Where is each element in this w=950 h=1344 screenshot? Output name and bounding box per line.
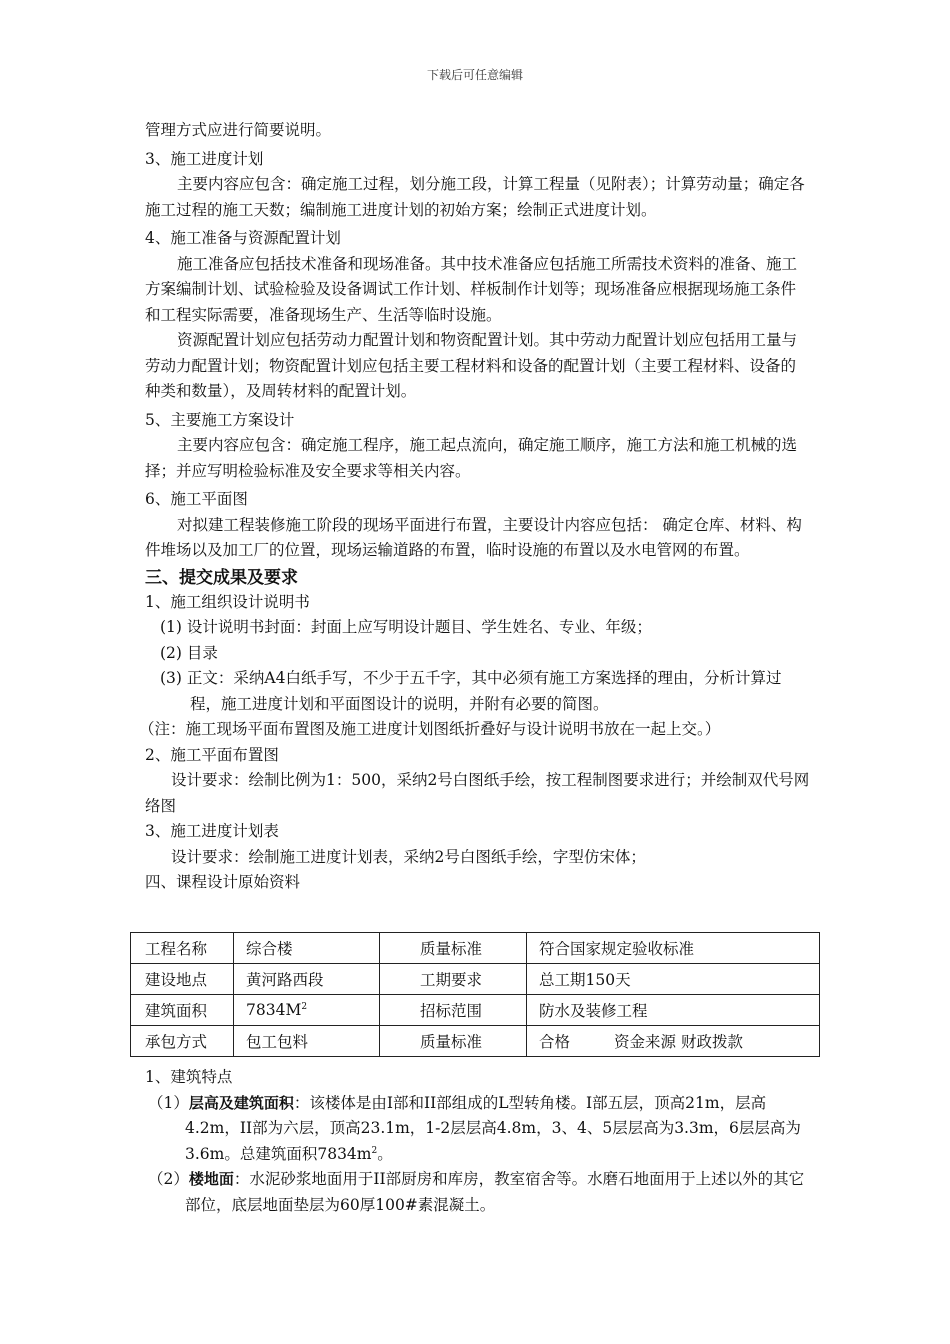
table-cell: 包工包料 — [234, 1026, 380, 1057]
table-cell — [234, 995, 380, 1026]
paragraph: 对拟建工程装修施工阶段的现场平面进行布置，主要设计内容应包括： 确定仓库、材料、构件堆场以及加工厂的位置，现场运输道路的布置，临时设施的布置以及水电管网的布置。 — [145, 515, 802, 559]
building-features — [145, 1065, 815, 1218]
heading-schedule: 3、施工进度计划 — [145, 149, 264, 168]
list-item: (3) 正文：采纳A4白纸手写，不少于五千字，其中必须有施工方案选择的理由，分析计算过程，施工进度计划和平面图设计的说明，并附有必要的简图。 — [160, 669, 782, 713]
list-item — [145, 1167, 815, 1218]
paragraph: 资源配置计划应包括劳动力配置计划和物资配置计划。其中劳动力配置计划应包括用工量与劳动力配置计划；物资配置计划应包括主要工程材料和设备的配置计划（主要工程材料、设备的种类和数量），及周转材料的配置计划。 — [145, 331, 798, 400]
quality-value: 合格 — [539, 1033, 571, 1051]
table-row — [131, 964, 820, 995]
table-cell: 黄河路西段 — [234, 964, 380, 995]
table-cell: 工期要求 — [380, 964, 527, 995]
list-item: (1) 设计说明书封面：封面上应写明设计题目、学生姓名、专业、年级； — [160, 618, 652, 636]
paragraph: 主要内容应包含：确定施工程序，施工起点流向，确定施工顺序，施工方法和施工机械的选择；并应写明检验标准及安全要求等相关内容。 — [145, 436, 798, 480]
area-value: 7834M — [246, 1001, 302, 1019]
paragraph: 施工准备应包括技术准备和现场准备。其中技术准备应包括施工所需技术资料的准备、施工方案编制计划、试验检验及设备调试工作计划、样板制作计划等；现场准备应根据现场施工条件和工程实际需要，准备现场生产、生活等临时设施。 — [145, 254, 798, 324]
project-info-table — [130, 932, 820, 1057]
item-number: （1） — [148, 1093, 189, 1112]
table-row — [131, 1026, 820, 1057]
list-item: (2) 目录 — [160, 643, 218, 662]
list-item — [145, 1091, 815, 1168]
item-label: 楼地面 — [188, 1170, 234, 1188]
item-number: （2） — [148, 1170, 189, 1188]
area-superscript: 2 — [301, 1002, 308, 1012]
heading-preparation: 4、施工准备与资源配置计划 — [145, 229, 341, 247]
paragraph: 管理方式应进行简要说明。 — [145, 121, 332, 139]
table-cell: 质量标准 — [380, 1026, 527, 1057]
table-cell: 综合楼 — [234, 933, 380, 964]
table-cell: 质量标准 — [380, 933, 527, 964]
table-cell: 招标范围 — [380, 995, 527, 1026]
heading-design-manual: 1、施工组织设计说明书 — [145, 592, 310, 611]
table-row — [131, 995, 820, 1026]
heading-building-features: 1、建筑特点 — [145, 1068, 233, 1086]
table-row — [131, 933, 820, 964]
section-heading-source-data: 四、课程设计原始资料 — [145, 873, 301, 891]
item-end: 。 — [377, 1144, 393, 1163]
table-cell: 承包方式 — [131, 1026, 234, 1057]
paragraph: 设计要求：绘制比例为1：500，采纳2号白图纸手绘，按工程制图要求进行；并绘制双代号网络图 — [145, 771, 810, 815]
heading-construction-plan: 5、主要施工方案设计 — [145, 410, 295, 429]
paragraph: 主要内容应包含：确定施工过程，划分施工段，计算工程量（见附表）；计算劳动量；确定各施工过程的施工天数；编制施工进度计划的初始方案；绘制正式进度计划。 — [145, 175, 805, 219]
heading-schedule-table: 3、施工进度计划表 — [145, 822, 279, 840]
table-cell: 防水及装修工程 — [527, 995, 820, 1026]
item-label: 层高及建筑面积 — [188, 1093, 294, 1112]
table-cell: 总工期150天 — [527, 964, 820, 995]
table-cell — [527, 1026, 820, 1057]
table-cell: 符合国家规定验收标准 — [527, 933, 820, 964]
heading-layout-drawing: 2、施工平面布置图 — [145, 745, 279, 764]
heading-site-plan: 6、施工平面图 — [145, 490, 248, 508]
item-text: ：水泥砂浆地面用于II部厨房和库房，教室宿舍等。水磨石地面用于上述以外的其它部位，底层地面垫层为60厚100#素混凝土。 — [185, 1170, 805, 1214]
section-heading-deliverables: 三、提交成果及要求 — [145, 567, 298, 588]
page-header: 下载后可任意编辑 — [426, 68, 523, 82]
table-cell: 建设地点 — [131, 964, 234, 995]
note: （注：施工现场平面布置图及施工进度计划图纸折叠好与设计说明书放在一起上交。） — [139, 720, 721, 738]
table-cell: 建筑面积 — [131, 995, 234, 1026]
funding-source: 资金来源 财政拨款 — [614, 1033, 743, 1051]
superscript: 2 — [371, 1145, 378, 1156]
main-text — [139, 118, 810, 896]
item-text: ：该楼体是由I部和II部组成的L型转角楼。I部五层，顶高21m，层高4.2m，II部为六层，顶高23.1m，1-2层层高4.8m，3、4、5层层高为3.3m，6层层高为3.6m。总建筑面积7834m — [185, 1093, 801, 1163]
paragraph: 设计要求：绘制施工进度计划表，采纳2号白图纸手绘，字型仿宋体； — [171, 847, 646, 866]
table-cell: 工程名称 — [131, 933, 234, 964]
